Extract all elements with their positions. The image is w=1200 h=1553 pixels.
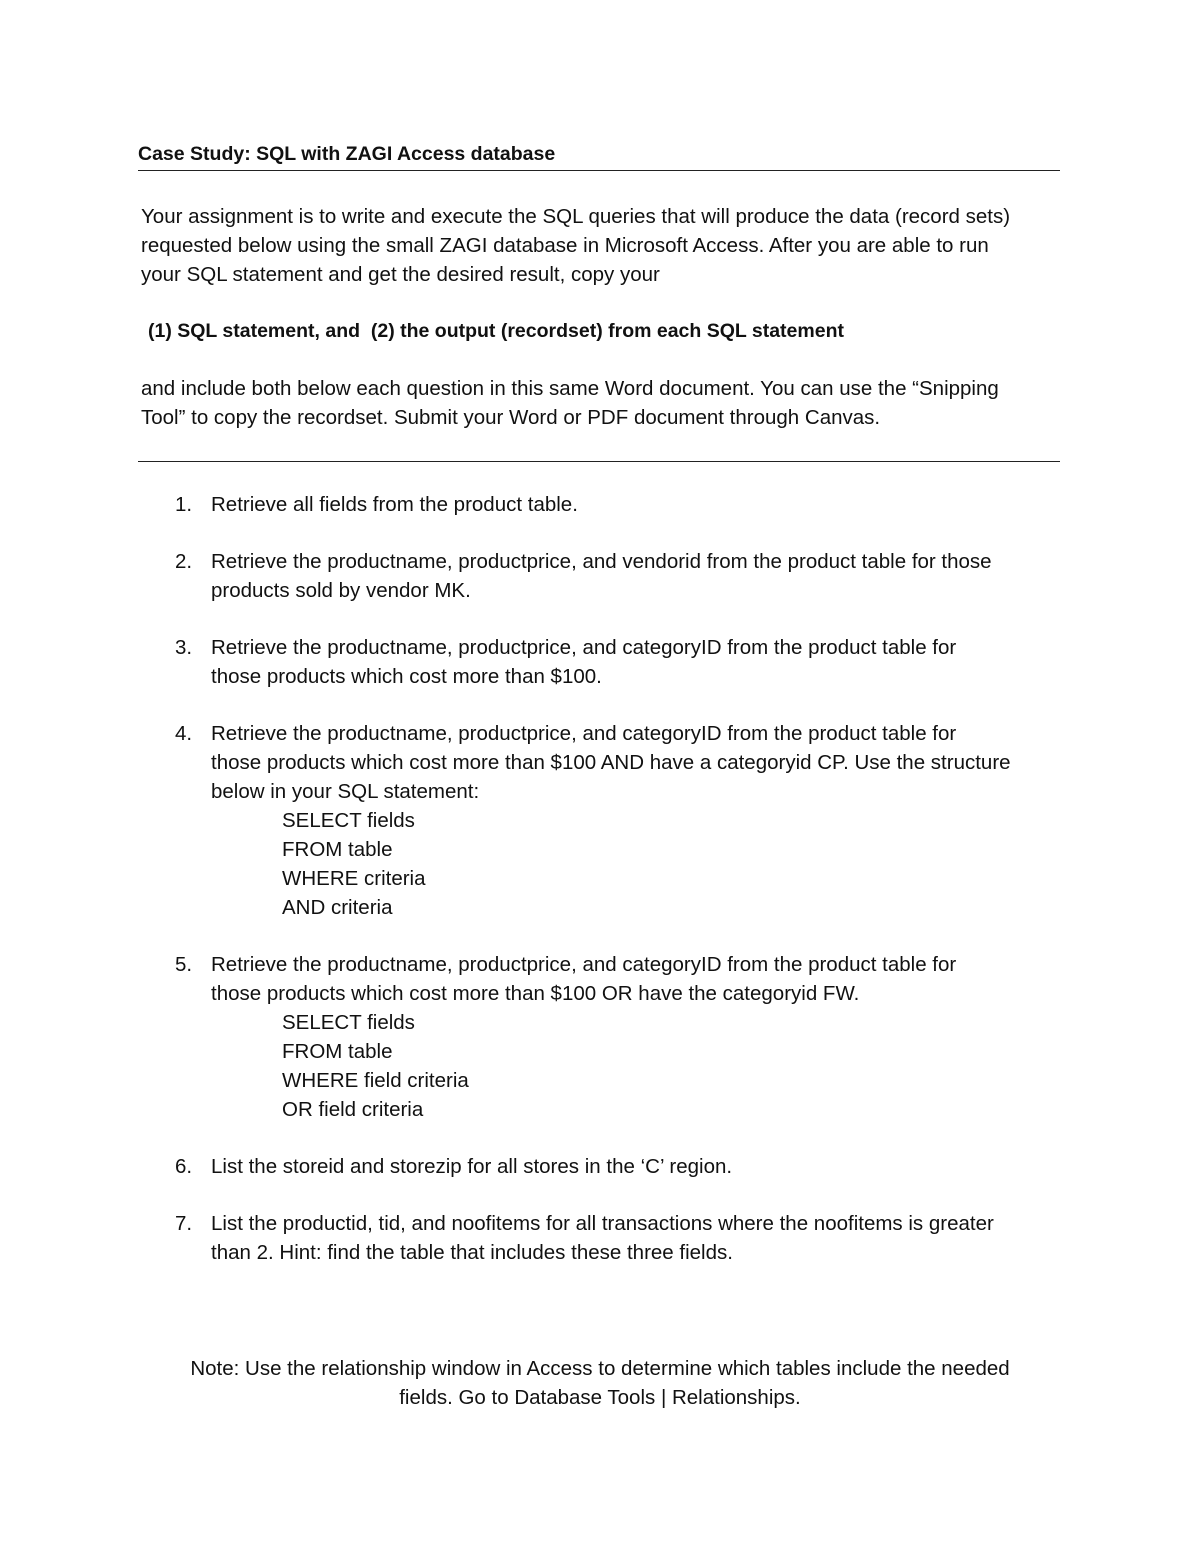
question-number: 6. [175,1155,193,1178]
instructions-line: and include both below each question in this same Word document. You can use the “Snipping [141,377,999,400]
question-number: 2. [175,550,193,573]
footer-note [138,1354,1062,1412]
question-text: Retrieve the productname, productprice, and categoryID from the product table for [211,722,957,745]
sql-line: WHERE field criteria [282,1069,469,1092]
deliverable-sql-statement: (1) SQL statement, and [148,320,361,342]
question-text: those products which cost more than $100. [211,665,602,688]
question-number: 5. [175,953,193,976]
deliverables-line [148,317,1060,346]
section-divider [138,461,1060,462]
question-item [138,1152,1060,1181]
intro-line: requested below using the small ZAGI database in Microsoft Access. After you are able to run [141,234,989,257]
question-text: List the storeid and storezip for all stores in the ‘C’ region. [211,1155,733,1178]
question-text: below in your SQL statement: [211,780,480,803]
note-line: fields. Go to Database Tools | Relationships. [399,1386,801,1409]
question-item [138,490,1060,519]
question-text: those products which cost more than $100 OR have the categoryid FW. [211,982,860,1005]
sql-line: SELECT fields [282,809,415,832]
intro-line: Your assignment is to write and execute the SQL queries that will produce the data (record sets) [141,205,1011,228]
deliverable-output: (2) the output (recordset) from each SQL statement [370,320,844,342]
intro-line: your SQL statement and get the desired result, copy your [141,263,660,286]
sql-line: AND criteria [282,896,393,919]
sql-structure [211,806,1060,922]
sql-line: SELECT fields [282,1011,415,1034]
question-text: Retrieve the productname, productprice, and categoryID from the product table for [211,953,957,976]
question-number: 3. [175,636,193,659]
question-text: than 2. Hint: find the table that includes these three fields. [211,1241,733,1264]
question-item [138,950,1060,1124]
question-text: those products which cost more than $100 AND have a categoryid CP. Use the structure [211,751,1011,774]
question-item [138,1209,1060,1267]
instructions-paragraph [141,374,1060,432]
question-text: products sold by vendor MK. [211,579,471,602]
instructions-line: Tool” to copy the recordset. Submit your Word or PDF document through Canvas. [141,406,881,429]
sql-line: FROM table [282,1040,393,1063]
question-list [138,490,1060,1267]
document-page [138,140,1060,1295]
sql-line: WHERE criteria [282,867,426,890]
question-text: Retrieve all fields from the product table. [211,493,578,516]
question-text: List the productid, tid, and noofitems for all transactions where the noofitems is greater [211,1212,994,1235]
question-item [138,633,1060,691]
sql-line: OR field criteria [282,1098,424,1121]
question-number: 4. [175,722,193,745]
sql-structure [211,1008,1060,1124]
question-number: 7. [175,1212,193,1235]
sql-line: FROM table [282,838,393,861]
intro-paragraph [141,202,1060,289]
note-line: Note: Use the relationship window in Access to determine which tables include the needed [190,1357,1010,1380]
page-title: Case Study: SQL with ZAGI Access database [138,140,1060,171]
question-number: 1. [175,493,193,516]
question-text: Retrieve the productname, productprice, and categoryID from the product table for [211,636,957,659]
question-item [138,547,1060,605]
question-item [138,719,1060,922]
question-text: Retrieve the productname, productprice, and vendorid from the product table for those [211,550,992,573]
